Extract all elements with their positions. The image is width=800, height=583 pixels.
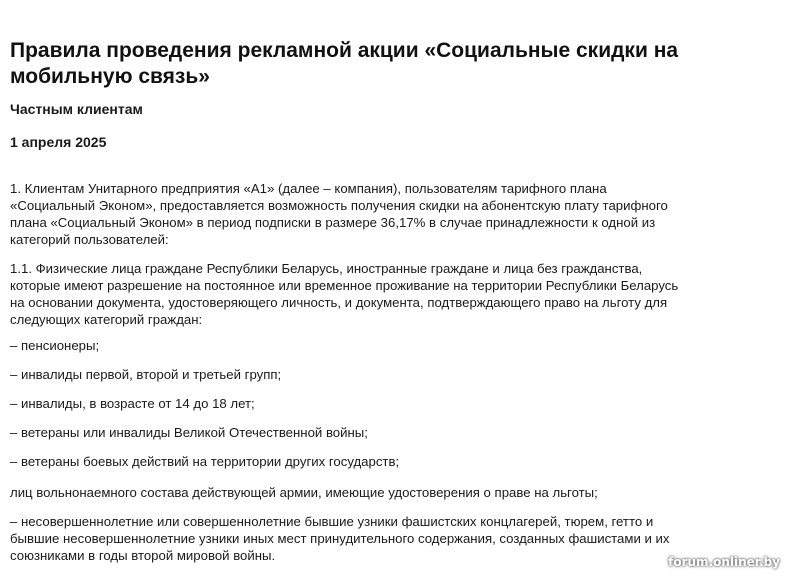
paragraph-1: 1. Клиентам Унитарного предприятия «А1» (далее – компания), пользователям тарифного плана «Социальный Эконом», предоставляется возможность получения скидки на абонентскую плату тарифного плана «Социальный Эконом» в период подписки в размере 36,17% в случае принадлежности к одной из категорий пользователей: [10,181,668,247]
watermark: forum.onliner.by [668,555,780,569]
list-item: – несовершеннолетние или совершеннолетние бывшие узники фашистских концлагерей, тюрем, гетто и бывшие несовершеннолетние узники иных мест принудительного содержания, созданных фашистами и их союзниками в годы второй мировой войны. [10,514,670,563]
list-item: – инвалиды первой, второй и третьей групп; [10,367,282,382]
list-item: – инвалиды, в возрасте от 14 до 18 лет; [10,396,255,411]
list-item: – ветераны боевых действий на территории других государств; [10,454,400,469]
paragraph-1-1: 1.1. Физические лица граждане Республики Беларусь, иностранные граждане и лица без гражданства, которые имеют разрешение на постоянное или временное проживание на территории Республики Беларусь на основании документа, удостоверяющего личность, и документа, подтверждающего право на льготу для следующих категорий граждан: [10,261,679,327]
page-title: Правила проведения рекламной акции «Социальные скидки на мобильную связь» [10,39,679,88]
list-item: лиц вольнонаемного состава действующей армии, имеющие удостоверения о праве на льготы; [10,485,598,500]
publish-date: 1 апреля 2025 [10,134,107,150]
category-label: Частным клиентам [10,101,143,117]
list-item: – пенсионеры; [10,338,100,353]
list-item: – ветераны или инвалиды Великой Отечественной войны; [10,425,368,440]
